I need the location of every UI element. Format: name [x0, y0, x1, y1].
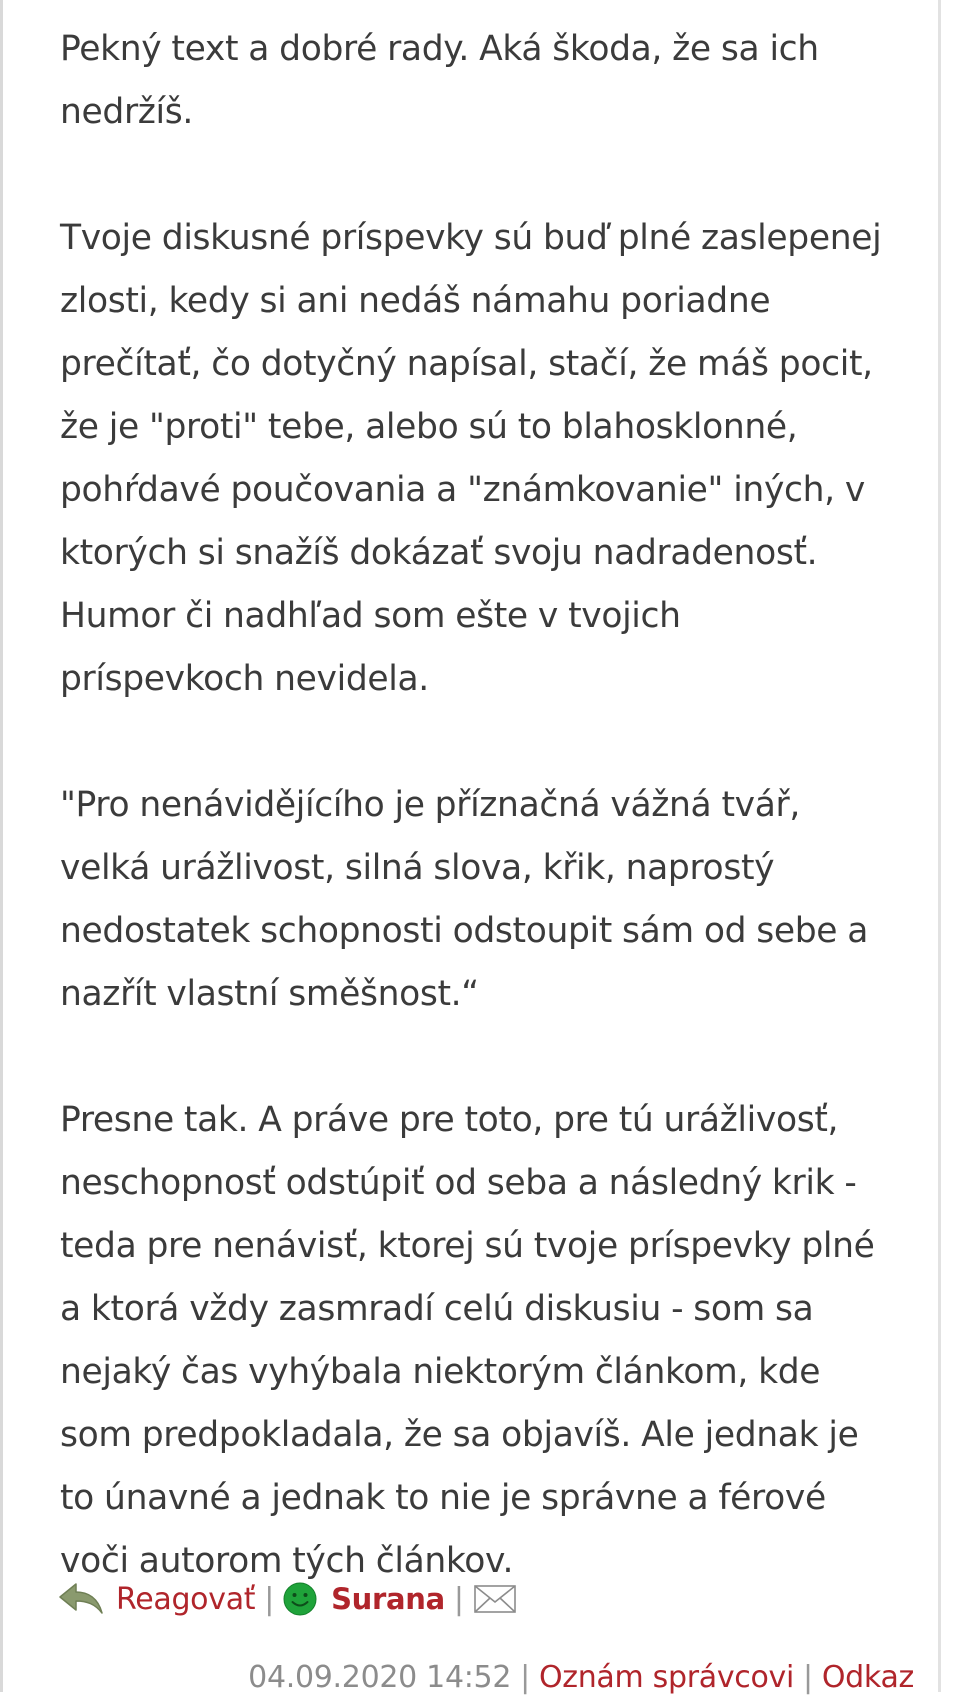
- comment-timestamp: 04.09.2020 14:52: [248, 1659, 512, 1695]
- text-line: teda pre nenávisť, ktorej sú tvoje príspevky plné: [60, 1226, 875, 1266]
- reply-link[interactable]: Reagovať: [116, 1581, 256, 1617]
- text-line: zlosti, kedy si ani nedáš námahu poriadne: [60, 281, 771, 321]
- separator: |: [453, 1581, 464, 1617]
- text-line: "Pro nenávidějícího je příznačná vážná tvář,: [60, 785, 800, 825]
- separator: |: [264, 1581, 275, 1617]
- left-border: [0, 0, 3, 1692]
- text-line: Presne tak. A práve pre toto, pre tú urážlivosť,: [60, 1100, 839, 1140]
- envelope-icon[interactable]: [473, 1583, 517, 1615]
- text-line: príspevkoch nevidela.: [60, 659, 429, 699]
- separator: |: [803, 1659, 813, 1695]
- text-line: nejaký čas vyhýbala niektorým článkom, kde: [60, 1352, 821, 1392]
- comment-paragraph: [60, 18, 920, 144]
- text-line: Tvoje diskusné príspevky sú buď plné zaslepenej: [60, 218, 882, 258]
- text-line: nedržíš.: [60, 92, 194, 132]
- smiley-icon: [283, 1582, 317, 1616]
- text-line: to únavné a jednak to nie je správne a férové: [60, 1478, 826, 1518]
- comment-paragraph: [60, 1089, 920, 1593]
- comment-paragraph: [60, 207, 920, 711]
- text-line: pohŕdavé poučovania a "známkovanie" iných, v: [60, 470, 865, 510]
- quote-paragraph: [60, 774, 920, 1026]
- text-line: neschopnosť odstúpiť od seba a následný krik -: [60, 1163, 857, 1203]
- right-border: [938, 0, 941, 1692]
- text-line: že je "proti" tebe, alebo sú to blahosklonné,: [60, 407, 798, 447]
- report-to-admin-link[interactable]: Oznám správcovi: [538, 1659, 795, 1695]
- text-line: ktorých si snažíš dokázať svoju nadradenosť.: [60, 533, 818, 573]
- author-name[interactable]: Surana: [331, 1582, 445, 1616]
- comment-actions: [58, 1571, 517, 1627]
- text-line: Humor či nadhľad som ešte v tvojich: [60, 596, 681, 636]
- text-line: nazřít vlastní směšnost.“: [60, 974, 479, 1014]
- permalink-link[interactable]: Odkaz: [821, 1659, 914, 1695]
- separator: |: [520, 1659, 530, 1695]
- text-line: prečítať, čo dotyčný napísal, stačí, že máš pocit,: [60, 344, 873, 384]
- text-line: som predpokladala, že sa objavíš. Ale jednak je: [60, 1415, 859, 1455]
- text-line: Pekný text a dobré rady. Aká škoda, že sa ich: [60, 29, 819, 69]
- text-line: velká urážlivost, silná slova, křik, naprostý: [60, 848, 775, 888]
- reply-arrow-icon[interactable]: [58, 1581, 104, 1617]
- text-line: nedostatek schopnosti odstoupit sám od sebe a: [60, 911, 869, 951]
- comment-meta: [248, 1654, 914, 1700]
- text-line: a ktorá vždy zasmradí celú diskusiu - som sa: [60, 1289, 814, 1329]
- comment-body: [60, 18, 920, 1593]
- text-line: voči autorom tých článkov.: [60, 1541, 514, 1581]
